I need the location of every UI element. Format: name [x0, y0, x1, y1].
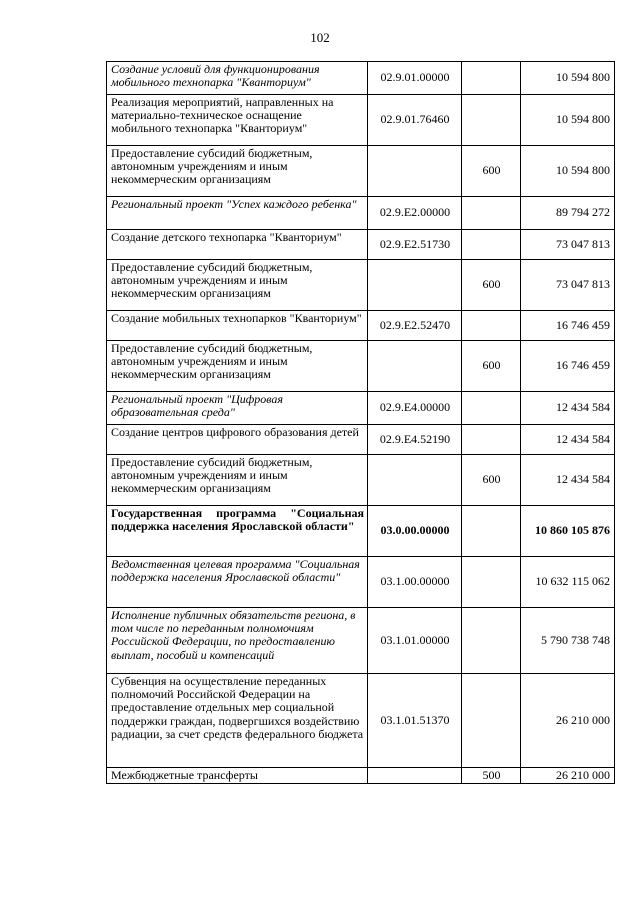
row-amount: 10 632 115 062 — [521, 557, 615, 608]
row-code: 02.9.E4.52190 — [368, 425, 462, 455]
table-row — [107, 557, 615, 608]
row-code: 03.1.01.51370 — [368, 674, 462, 768]
row-amount: 26 210 000 — [521, 768, 615, 784]
row-code: 02.9.E4.00000 — [368, 392, 462, 425]
table-row — [107, 311, 615, 341]
row-expense-type — [462, 557, 521, 608]
row-code: 02.9.01.00000 — [368, 62, 462, 95]
row-name: Межбюджетные трансферты — [107, 768, 368, 784]
table-row — [107, 95, 615, 146]
row-amount: 16 746 459 — [521, 311, 615, 341]
row-expense-type — [462, 95, 521, 146]
row-expense-type — [462, 674, 521, 768]
budget-table-body — [107, 62, 615, 784]
row-amount: 12 434 584 — [521, 455, 615, 506]
table-row — [107, 608, 615, 674]
row-amount: 73 047 813 — [521, 230, 615, 260]
row-amount: 26 210 000 — [521, 674, 615, 768]
row-name: Региональный проект "Успех каждого ребенка" — [107, 197, 368, 230]
row-code — [368, 768, 462, 784]
row-name: Реализация мероприятий, направленных на материально-техническое оснащение мобильного технопарка "Кванториум" — [107, 95, 368, 146]
row-code — [368, 341, 462, 392]
row-expense-type — [462, 392, 521, 425]
row-name: Создание мобильных технопарков "Кванториум" — [107, 311, 368, 341]
row-amount: 16 746 459 — [521, 341, 615, 392]
row-amount: 12 434 584 — [521, 392, 615, 425]
row-expense-type — [462, 62, 521, 95]
table-row — [107, 392, 615, 425]
row-expense-type — [462, 506, 521, 557]
row-expense-type: 600 — [462, 260, 521, 311]
row-expense-type — [462, 230, 521, 260]
table-row — [107, 260, 615, 311]
row-name: Субвенция на осуществление переданных полномочий Российской Федерации на предоставление отдельных мер социальной поддержки граждан, подвергшихся воздействию радиации, за счет средств федерального бюджета — [107, 674, 368, 768]
row-amount: 5 790 738 748 — [521, 608, 615, 674]
table-row — [107, 506, 615, 557]
page-number: 102 — [310, 30, 330, 45]
table-row — [107, 768, 615, 784]
row-code — [368, 146, 462, 197]
row-code: 03.0.00.00000 — [368, 506, 462, 557]
row-code: 02.9.E2.52470 — [368, 311, 462, 341]
row-name: Ведомственная целевая программа "Социальная поддержка населения Ярославской области" — [107, 557, 368, 608]
table-row — [107, 230, 615, 260]
table-row — [107, 341, 615, 392]
row-expense-type — [462, 425, 521, 455]
row-expense-type — [462, 311, 521, 341]
row-expense-type — [462, 197, 521, 230]
row-expense-type — [462, 608, 521, 674]
row-expense-type: 600 — [462, 341, 521, 392]
row-name: Предоставление субсидий бюджетным, автономным учреждениям и иным некоммерческим организациям — [107, 341, 368, 392]
row-code: 03.1.01.00000 — [368, 608, 462, 674]
row-name: Государственная программа "Социальная поддержка населения Ярославской области" — [107, 506, 368, 557]
row-expense-type: 600 — [462, 146, 521, 197]
row-code: 03.1.00.00000 — [368, 557, 462, 608]
row-name: Региональный проект "Цифровая образовательная среда" — [107, 392, 368, 425]
row-code — [368, 260, 462, 311]
row-code: 02.9.E2.51730 — [368, 230, 462, 260]
row-name: Создание детского технопарка "Кванториум" — [107, 230, 368, 260]
row-code: 02.9.01.76460 — [368, 95, 462, 146]
table-row — [107, 674, 615, 768]
row-code — [368, 455, 462, 506]
row-name: Исполнение публичных обязательств региона, в том числе по переданным полномочиям Российской Федерации, по предоставлению выплат, пособий и компенсаций — [107, 608, 368, 674]
row-name: Предоставление субсидий бюджетным, автономным учреждениям и иным некоммерческим организациям — [107, 455, 368, 506]
row-expense-type: 600 — [462, 455, 521, 506]
budget-table — [106, 61, 615, 784]
row-name: Предоставление субсидий бюджетным, автономным учреждениям и иным некоммерческим организациям — [107, 260, 368, 311]
table-row — [107, 62, 615, 95]
row-amount: 10 860 105 876 — [521, 506, 615, 557]
row-name: Создание центров цифрового образования детей — [107, 425, 368, 455]
row-expense-type: 500 — [462, 768, 521, 784]
row-amount: 12 434 584 — [521, 425, 615, 455]
table-row — [107, 425, 615, 455]
row-amount: 89 794 272 — [521, 197, 615, 230]
row-name: Предоставление субсидий бюджетным, автономным учреждениям и иным некоммерческим организациям — [107, 146, 368, 197]
row-code: 02.9.E2.00000 — [368, 197, 462, 230]
row-amount: 10 594 800 — [521, 95, 615, 146]
table-row — [107, 197, 615, 230]
table-row — [107, 146, 615, 197]
row-name: Создание условий для функционирования мобильного технопарка "Кванториум" — [107, 62, 368, 95]
row-amount: 73 047 813 — [521, 260, 615, 311]
row-amount: 10 594 800 — [521, 62, 615, 95]
table-row — [107, 455, 615, 506]
row-amount: 10 594 800 — [521, 146, 615, 197]
